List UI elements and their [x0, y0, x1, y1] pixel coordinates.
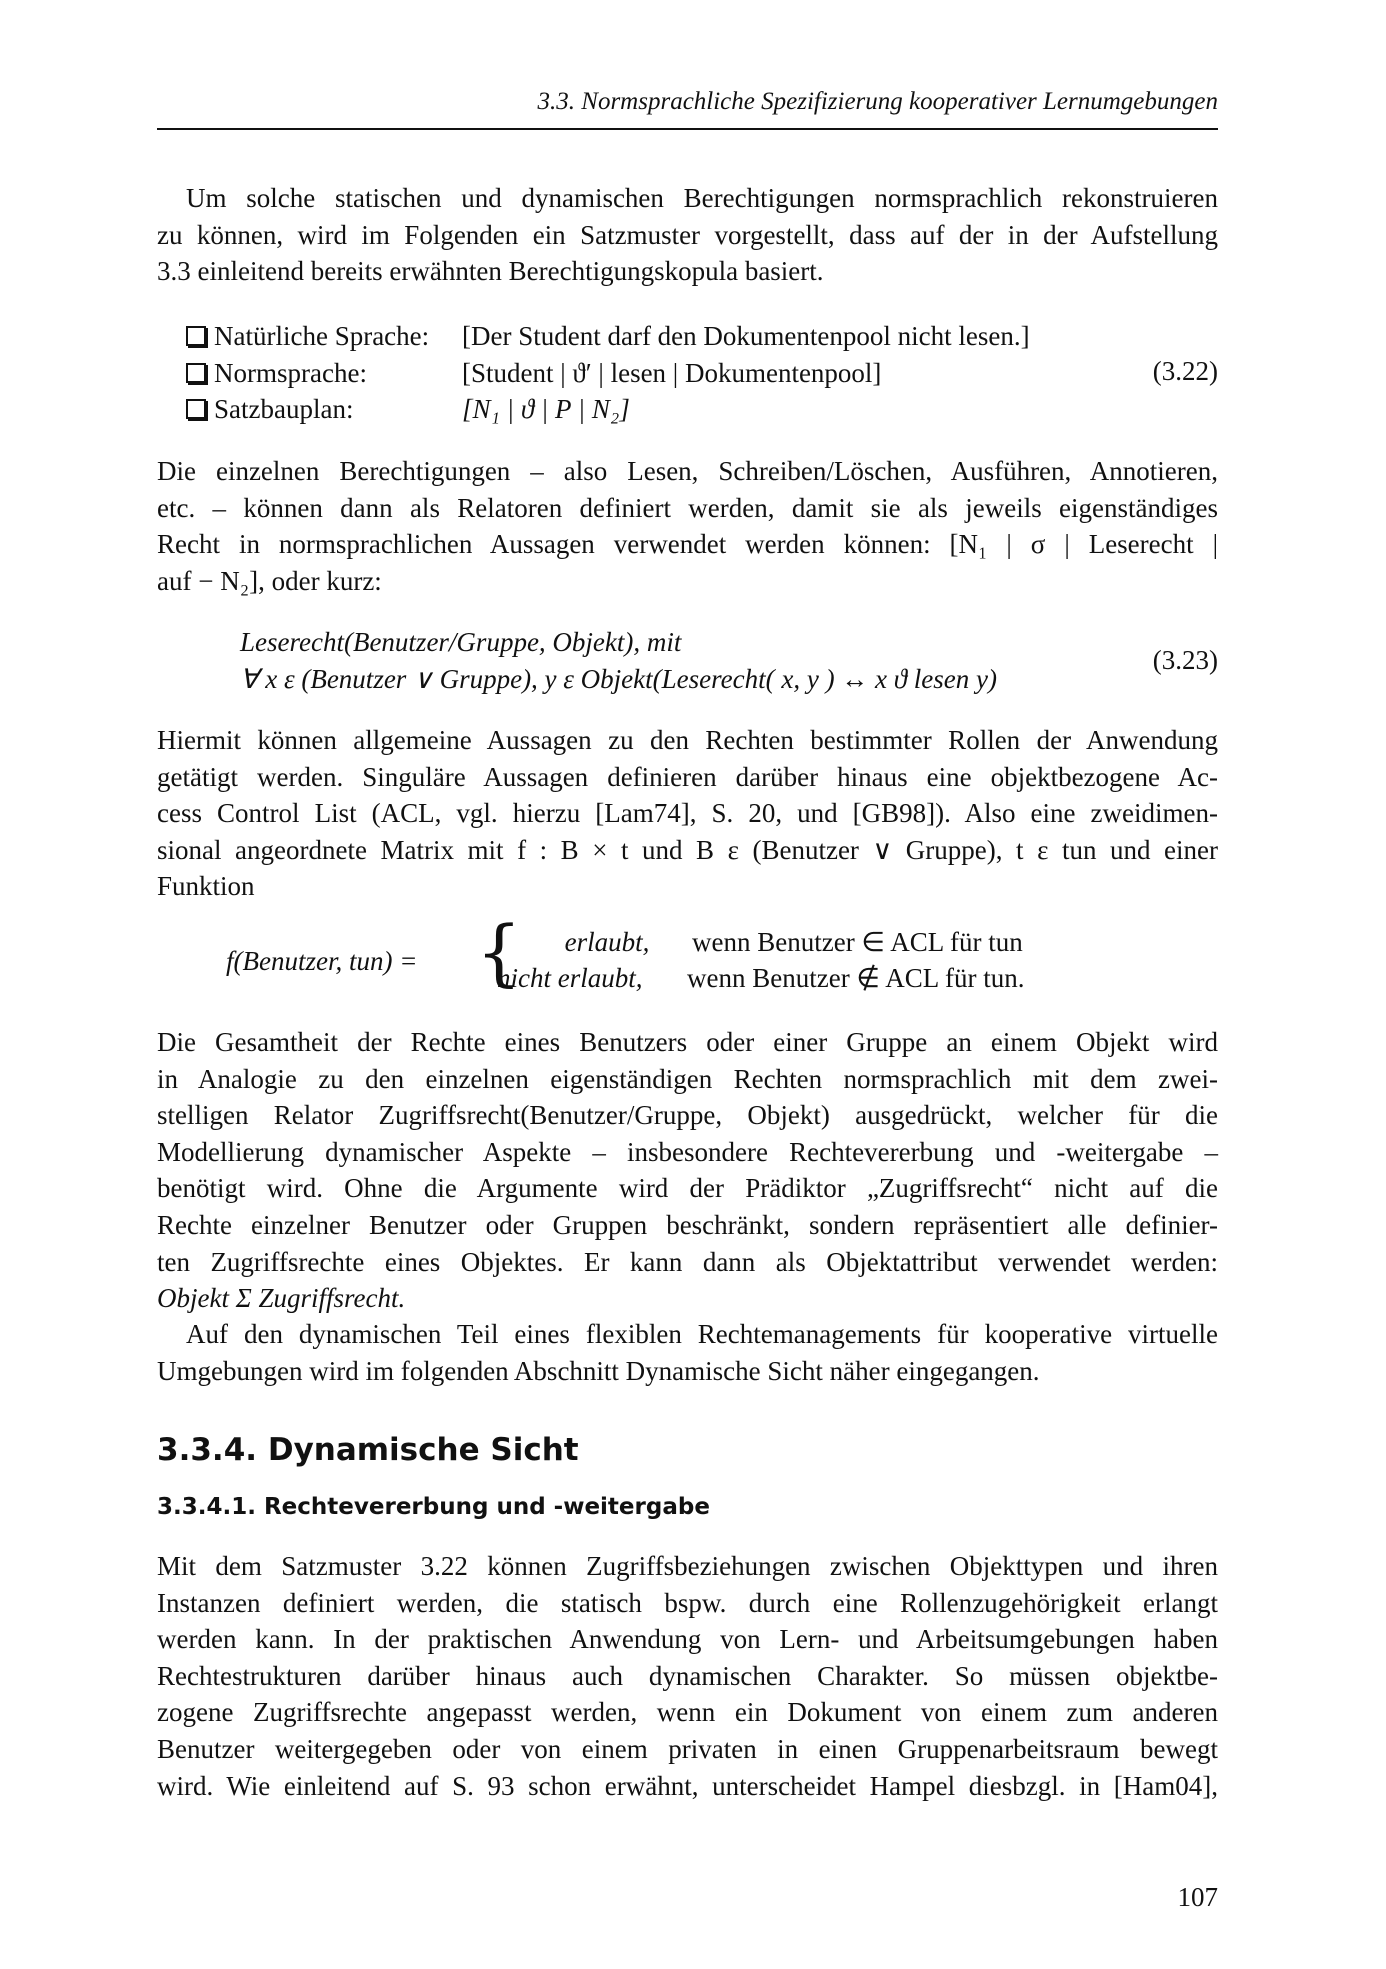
- text-line: werden kann. In der praktischen Anwendung von Lern- und Arbeitsumgebungen haben: [157, 1624, 1218, 1655]
- list-item-value: [N₁ | ϑ | P | N₂]: [462, 394, 630, 424]
- text-line: zogene Zugriffsrechte angepasst werden, wenn ein Dokument von einem zum anderen: [157, 1697, 1218, 1728]
- left-brace: {: [476, 910, 522, 994]
- list-item: [186, 355, 1218, 392]
- text-line: auf − N₂], oder kurz:: [157, 565, 382, 596]
- case-condition: wenn Benutzer ∉ ACL für tun.: [687, 963, 1025, 993]
- subsection-heading: 3.3.4.1. Rechtevererbung und -weitergabe: [157, 1494, 710, 1520]
- acl-paragraph: [157, 722, 1218, 905]
- equation-line: Leserecht(Benutzer/Gruppe, Objekt), mit: [240, 627, 682, 657]
- checkbox-bullet-icon: [186, 363, 206, 383]
- list-item-value: [Student | ϑ′ | lesen | Dokumentenpool]: [462, 357, 882, 388]
- page-number: 107: [1177, 1882, 1218, 1912]
- list-item: [186, 318, 1218, 355]
- final-paragraph: [157, 1548, 1218, 1804]
- text-line: Benutzer weitergegeben oder von einem privaten in einen Gruppenarbeitsraum bewegt: [157, 1733, 1218, 1764]
- running-header: 3.3. Normsprachliche Spezifizierung kooperativer Lernumgebungen: [537, 88, 1218, 115]
- header-rule: [157, 128, 1218, 130]
- list-item-key: Natürliche Sprache:: [214, 321, 430, 351]
- text-line: Hiermit können allgemeine Aussagen zu den Rechten bestimmter Rollen der Anwendung: [157, 725, 1218, 755]
- text-line: Um solche statischen und dynamischen Berechtigungen normsprachlich rekonstruieren: [186, 183, 1218, 213]
- case-value: erlaubt,: [564, 927, 650, 957]
- text-line: cess Control List (ACL, vgl. hierzu [Lam74], S. 20, und [GB98]). Also eine zweidimen-: [157, 798, 1218, 829]
- text-line: Rechte einzelner Benutzer oder Gruppen beschränkt, sondern repräsentiert alle definier-: [157, 1209, 1218, 1240]
- text-line: Instanzen definiert werden, die statisch bspw. durch eine Rollenzugehörigkeit erlangt: [157, 1587, 1218, 1618]
- list-item: [186, 391, 1218, 428]
- text-line: Recht in normsprachlichen Aussagen verwendet werden können: [N₁ | σ | Leserecht |: [157, 529, 1218, 560]
- text-line: etc. – können dann als Relatoren definiert werden, damit sie als jeweils eigenständiges: [157, 492, 1218, 523]
- list-item-key: Satzbauplan:: [214, 394, 354, 424]
- dynamic-intro-paragraph: [157, 1316, 1218, 1389]
- checkbox-bullet-icon: [186, 399, 206, 419]
- checkbox-bullet-icon: [186, 326, 206, 346]
- text-line: Rechtestrukturen darüber hinaus auch dynamischen Charakter. So müssen objektbe-: [157, 1660, 1218, 1691]
- text-line: zu können, wird im Folgenden ein Satzmuster vorgestellt, dass auf der in der Aufstellung: [157, 219, 1218, 250]
- piecewise-lhs: f(Benutzer, tun) =: [226, 946, 418, 976]
- text-line: Die Gesamtheit der Rechte eines Benutzers oder einer Gruppe an einem Objekt wird: [157, 1027, 1218, 1057]
- sentence-pattern-list: [186, 318, 1218, 428]
- relators-paragraph: [157, 453, 1218, 599]
- text-line: in Analogie zu den einzelnen eigenständigen Rechten normsprachlich mit dem zwei-: [157, 1063, 1218, 1094]
- text-line: Auf den dynamischen Teil eines flexiblen Rechtemanagements für kooperative virtuelle: [186, 1319, 1218, 1349]
- list-item-value: [Der Student darf den Dokumentenpool nicht lesen.]: [462, 321, 1030, 351]
- text-line: Umgebungen wird im folgenden Abschnitt Dynamische Sicht näher eingegangen.: [157, 1355, 1040, 1386]
- text-line: getätigt werden. Singuläre Aussagen definieren darüber hinaus eine objektbezogene Ac-: [157, 761, 1218, 792]
- text-line: wird. Wie einleitend auf S. 93 schon erwähnt, unterscheidet Hampel diesbzgl. in [Ham04],: [157, 1770, 1218, 1801]
- text-line: Modellierung dynamischer Aspekte – insbesondere Rechtevererbung und -weitergabe –: [157, 1136, 1218, 1167]
- text-line: 3.3 einleitend bereits erwähnten Berechtigungskopula basiert.: [157, 256, 824, 287]
- equation-line: ∀ x ε (Benutzer ∨ Gruppe), y ε Objekt(Leserecht( x, y ) ↔ x ϑ lesen y): [240, 664, 997, 694]
- text-line: Funktion: [157, 871, 255, 902]
- text-line: Objekt Σ Zugriffsrecht.: [157, 1283, 406, 1314]
- text-line: benötigt wird. Ohne die Argumente wird der Prädiktor „Zugriffsrecht“ nicht auf die: [157, 1173, 1218, 1204]
- text-line: sional angeordnete Matrix mit f : B × t und B ε (Benutzer ∨ Gruppe), t ε tun und einer: [157, 834, 1218, 865]
- equation-number: (3.23): [1152, 645, 1218, 675]
- text-line: stelligen Relator Zugriffsrecht(Benutzer/Gruppe, Objekt) ausgedrückt, welcher für die: [157, 1100, 1218, 1131]
- text-line: Mit dem Satzmuster 3.22 können Zugriffsbeziehungen zwischen Objekttypen und ihren: [157, 1551, 1218, 1581]
- case-value: nicht erlaubt,: [497, 963, 643, 993]
- section-heading: 3.3.4. Dynamische Sicht: [157, 1432, 579, 1468]
- intro-paragraph: [157, 180, 1218, 290]
- text-line: ten Zugriffsrechte eines Objektes. Er kann dann als Objektattribut verwendet werden:: [157, 1246, 1218, 1277]
- case-condition: wenn Benutzer ∈ ACL für tun: [692, 927, 1023, 957]
- equation-number: (3.22): [1152, 356, 1218, 386]
- gesamtheit-paragraph: [157, 1024, 1218, 1317]
- text-line: Die einzelnen Berechtigungen – also Lesen, Schreiben/Löschen, Ausführen, Annotieren,: [157, 456, 1218, 486]
- list-item-key: Normsprache:: [214, 357, 367, 388]
